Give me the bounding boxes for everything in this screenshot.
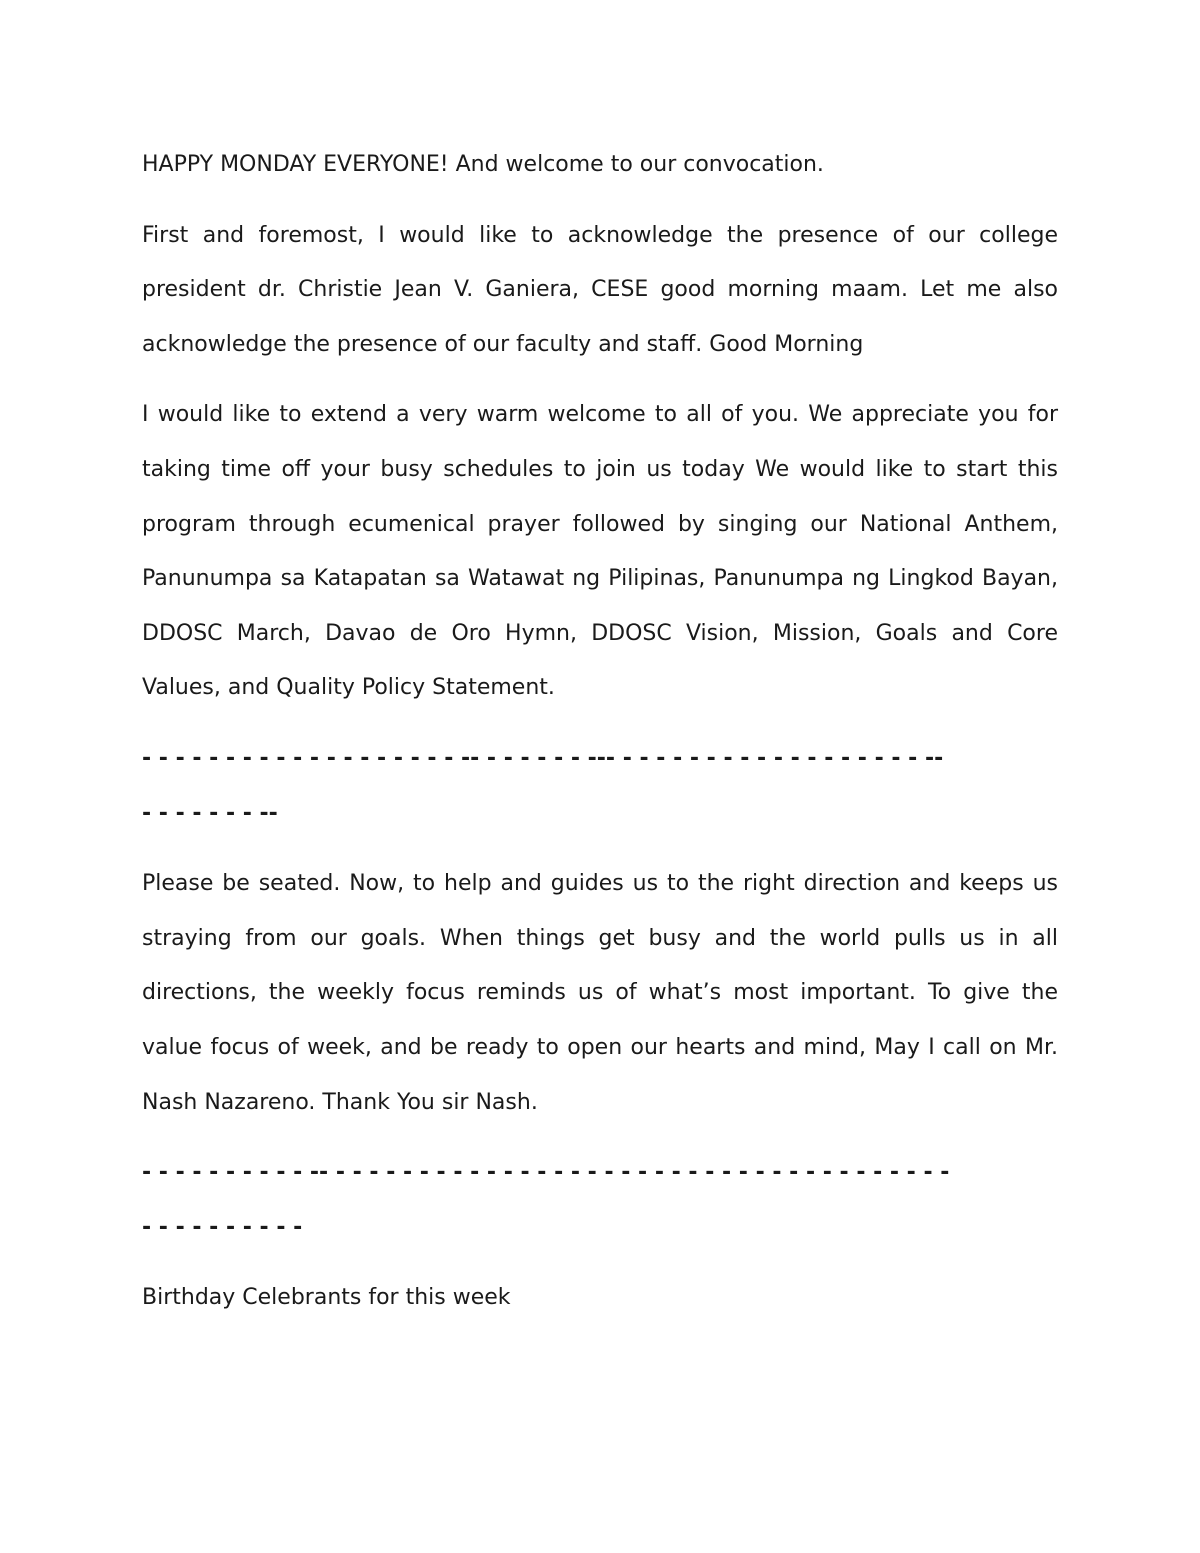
document-body bbox=[142, 138, 1058, 1326]
separator-line: - - - - - - - - - - bbox=[142, 1214, 303, 1240]
separator-line: - - - - - - - - - - - - - - - - - - - -- - - - - - - --- - - - - - - - - - - - - - - - - - - -- bbox=[142, 745, 944, 771]
value-focus-paragraph: Please be seated. Now, to help and guides us to the right direction and keeps us straying from our goals. When things get busy and the world pulls us in all directions, the weekly focus reminds us of what’s most important. To give the value focus of week, and be ready to open our hearts and mind, May I call on Mr. Nash Nazareno. Thank You sir Nash. bbox=[142, 871, 1058, 1115]
separator-line: - - - - - - - - - - -- - - - - - - - - - - - - - - - - - - - - - - - - - - - - - - - - - - - - - bbox=[142, 1160, 950, 1186]
separator-line: - - - - - - - -- bbox=[142, 800, 278, 826]
birthday-heading: Birthday Celebrants for this week bbox=[142, 1285, 511, 1311]
greeting-paragraph: HAPPY MONDAY EVERYONE! And welcome to our convocation. bbox=[142, 152, 824, 177]
welcome-paragraph: I would like to extend a very warm welcome to all of you. We appreciate you for taking time off your busy schedules to join us today We would like to start this program through ecumenical prayer followed by singing our National Anthem, Panunumpa sa Katapatan sa Watawat ng Pilipinas, Panunumpa ng Lingkod Bayan, DDOSC March, Davao de Oro Hymn, DDOSC Vision, Mission, Goals and Core Values, and Quality Policy Statement. bbox=[142, 402, 1058, 701]
acknowledgement-paragraph: First and foremost, I would like to acknowledge the presence of our college president dr. Christie Jean V. Ganiera, CESE good morning maam. Let me also acknowledge the presence of our faculty and staff. Good Morning bbox=[142, 222, 1058, 357]
